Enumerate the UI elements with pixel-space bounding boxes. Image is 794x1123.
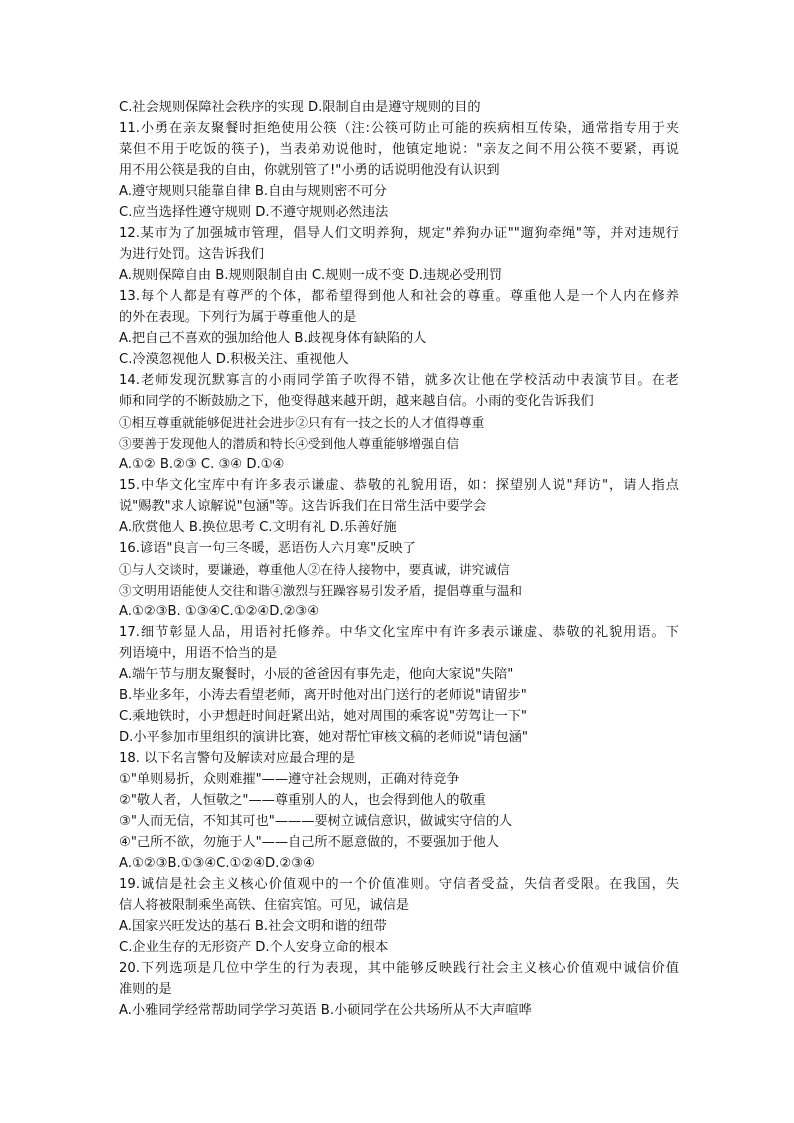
text-line: A.把自己不喜欢的强加给他人 B.歧视身体有缺陷的人 xyxy=(119,331,427,346)
text-line: 18. 以下名言警句及解读对应最合理的是 xyxy=(119,751,356,766)
text-line: 12.某市为了加强城市管理，倡导人们文明养狗，规定"养狗办证""遛狗牵绳"等，并对违规行 xyxy=(119,226,679,241)
text-line: ①"单则易折，众则难摧"——遵守社会规则，正确对待竞争 xyxy=(119,772,460,787)
text-line: A.①②③B.①③④C.①②④D.②③④ xyxy=(119,856,315,871)
text-line: ③"人而无信，不知其可也"———要树立诚信意识，做诚实守信的人 xyxy=(119,814,513,829)
text-line: ④"己所不欲，勿施于人"——自己所不愿意做的，不要强加于他人 xyxy=(119,835,500,850)
text-line: C.社会规则保障社会秩序的实现 D.限制自由是遵守规则的目的 xyxy=(119,100,481,115)
text-line: 14.老师发现沉默寡言的小雨同学笛子吹得不错，就多次让他在学校活动中表演节目。在老 xyxy=(119,373,679,388)
text-line: A.①② B.②③ C. ③④ D.①④ xyxy=(119,457,285,472)
text-line: ③文明用语能使人交往和谐④激烈与狂躁容易引发矛盾，提倡尊重与温和 xyxy=(119,583,522,598)
text-line: 师和同学的不断鼓励之下，他变得越来越开朗，越来越自信。小雨的变化告诉我们 xyxy=(119,394,594,409)
text-line: ②"敬人者，人恒敬之"——尊重别人的人，也会得到他人的敬重 xyxy=(119,793,486,808)
text-line: ③要善于发现他人的潜质和特长④受到他人尊重能够增强自信 xyxy=(119,436,460,451)
text-line: ①与人交谈时，要谦逊，尊重他人②在待人接物中，要真诚，讲究诚信 xyxy=(119,562,510,577)
text-line: 16.谚语"良言一句三冬暖，恶语伤人六月寒"反映了 xyxy=(119,541,416,556)
text-line: 信人将被限制乘坐高铁、住宿宾馆。可见，诚信是 xyxy=(119,898,410,913)
text-line: A.国家兴旺发达的基石 B.社会文明和谐的纽带 xyxy=(119,919,387,934)
text-line: D.小平参加市里组织的演讲比赛，她对帮忙审核文稿的老师说"请包涵" xyxy=(119,730,528,745)
text-line: 说"赐教"求人谅解说"包涵"等。这告诉我们在日常生活中要学会 xyxy=(119,499,487,514)
text-line: 用不用公筷是我的自由，你就别管了!"小勇的话说明他没有认识到 xyxy=(119,163,500,178)
text-line: B.毕业多年，小涛去看望老师，离开时他对出门送行的老师说"请留步" xyxy=(119,688,527,703)
text-line: C.冷漠忽视他人 D.积极关注、重视他人 xyxy=(119,352,349,367)
text-line: ①相互尊重就能够促进社会进步②只有有一技之长的人才值得尊重 xyxy=(119,415,485,430)
text-line: A.小雅同学经常帮助同学学习英语 B.小硕同学在公共场所从不大声喧哗 xyxy=(119,1003,532,1018)
text-line: 19.诚信是社会主义核心价值观中的一个价值准则。守信者受益，失信者受限。在我国，失 xyxy=(119,877,679,892)
text-line: 20.下列选项是几位中学生的行为表现，其中能够反映践行社会主义核心价值观中诚信价值 xyxy=(119,961,679,976)
text-line: 为进行处罚。这告诉我们 xyxy=(119,247,265,262)
text-line: 13.每个人都是有尊严的个体，都希望得到他人和社会的尊重。尊重他人是一个人内在修养 xyxy=(119,289,679,304)
text-line: A.欣赏他人 B.换位思考 C.文明有礼 D.乐善好施 xyxy=(119,520,397,535)
text-line: 菜但不用于吃饭的筷子)，当表弟劝说他时，他镇定地说："亲友之间不用公筷不要紧，再说 xyxy=(119,142,679,157)
text-line: C.应当选择性遵守规则 D.不遵守规则必然违法 xyxy=(119,205,389,220)
text-line: A.①②③B. ①③④C.①②④D.②③④ xyxy=(119,604,320,619)
text-line: A.端午节与朋友聚餐时，小辰的爸爸因有事先走，他向大家说"失陪" xyxy=(119,667,514,682)
text-line: C.企业生存的无形资产 D.个人安身立命的根本 xyxy=(119,940,389,955)
text-line: C.乘地铁时，小尹想赶时间赶紧出站，她对周围的乘客说"劳驾让一下" xyxy=(119,709,527,724)
text-line: A.规则保障自由 B.规则限制自由 C.规则一成不变 D.违规必受刑罚 xyxy=(119,268,503,283)
text-line: A.遵守规则只能靠自律 B.自由与规则密不可分 xyxy=(119,184,387,199)
text-line: 17.细节彰显人品，用语衬托修养。中华文化宝库中有许多表示谦虚、恭敬的礼貌用语。下 xyxy=(119,625,679,640)
text-line: 15.中华文化宝库中有许多表示谦虚、恭敬的礼貌用语，如：探望别人说"拜访"，请人指点 xyxy=(119,478,679,493)
text-line: 列语境中，用语不恰当的是 xyxy=(119,646,278,661)
text-line: 准则的是 xyxy=(119,982,172,997)
exam-text-body xyxy=(119,97,679,1021)
text-line: 11.小勇在亲友聚餐时拒绝使用公筷（注:公筷可防止可能的疾病相互传染，通常指专用于夹 xyxy=(119,121,679,136)
text-line: 的外在表现。下列行为属于尊重他人的是 xyxy=(119,310,357,325)
